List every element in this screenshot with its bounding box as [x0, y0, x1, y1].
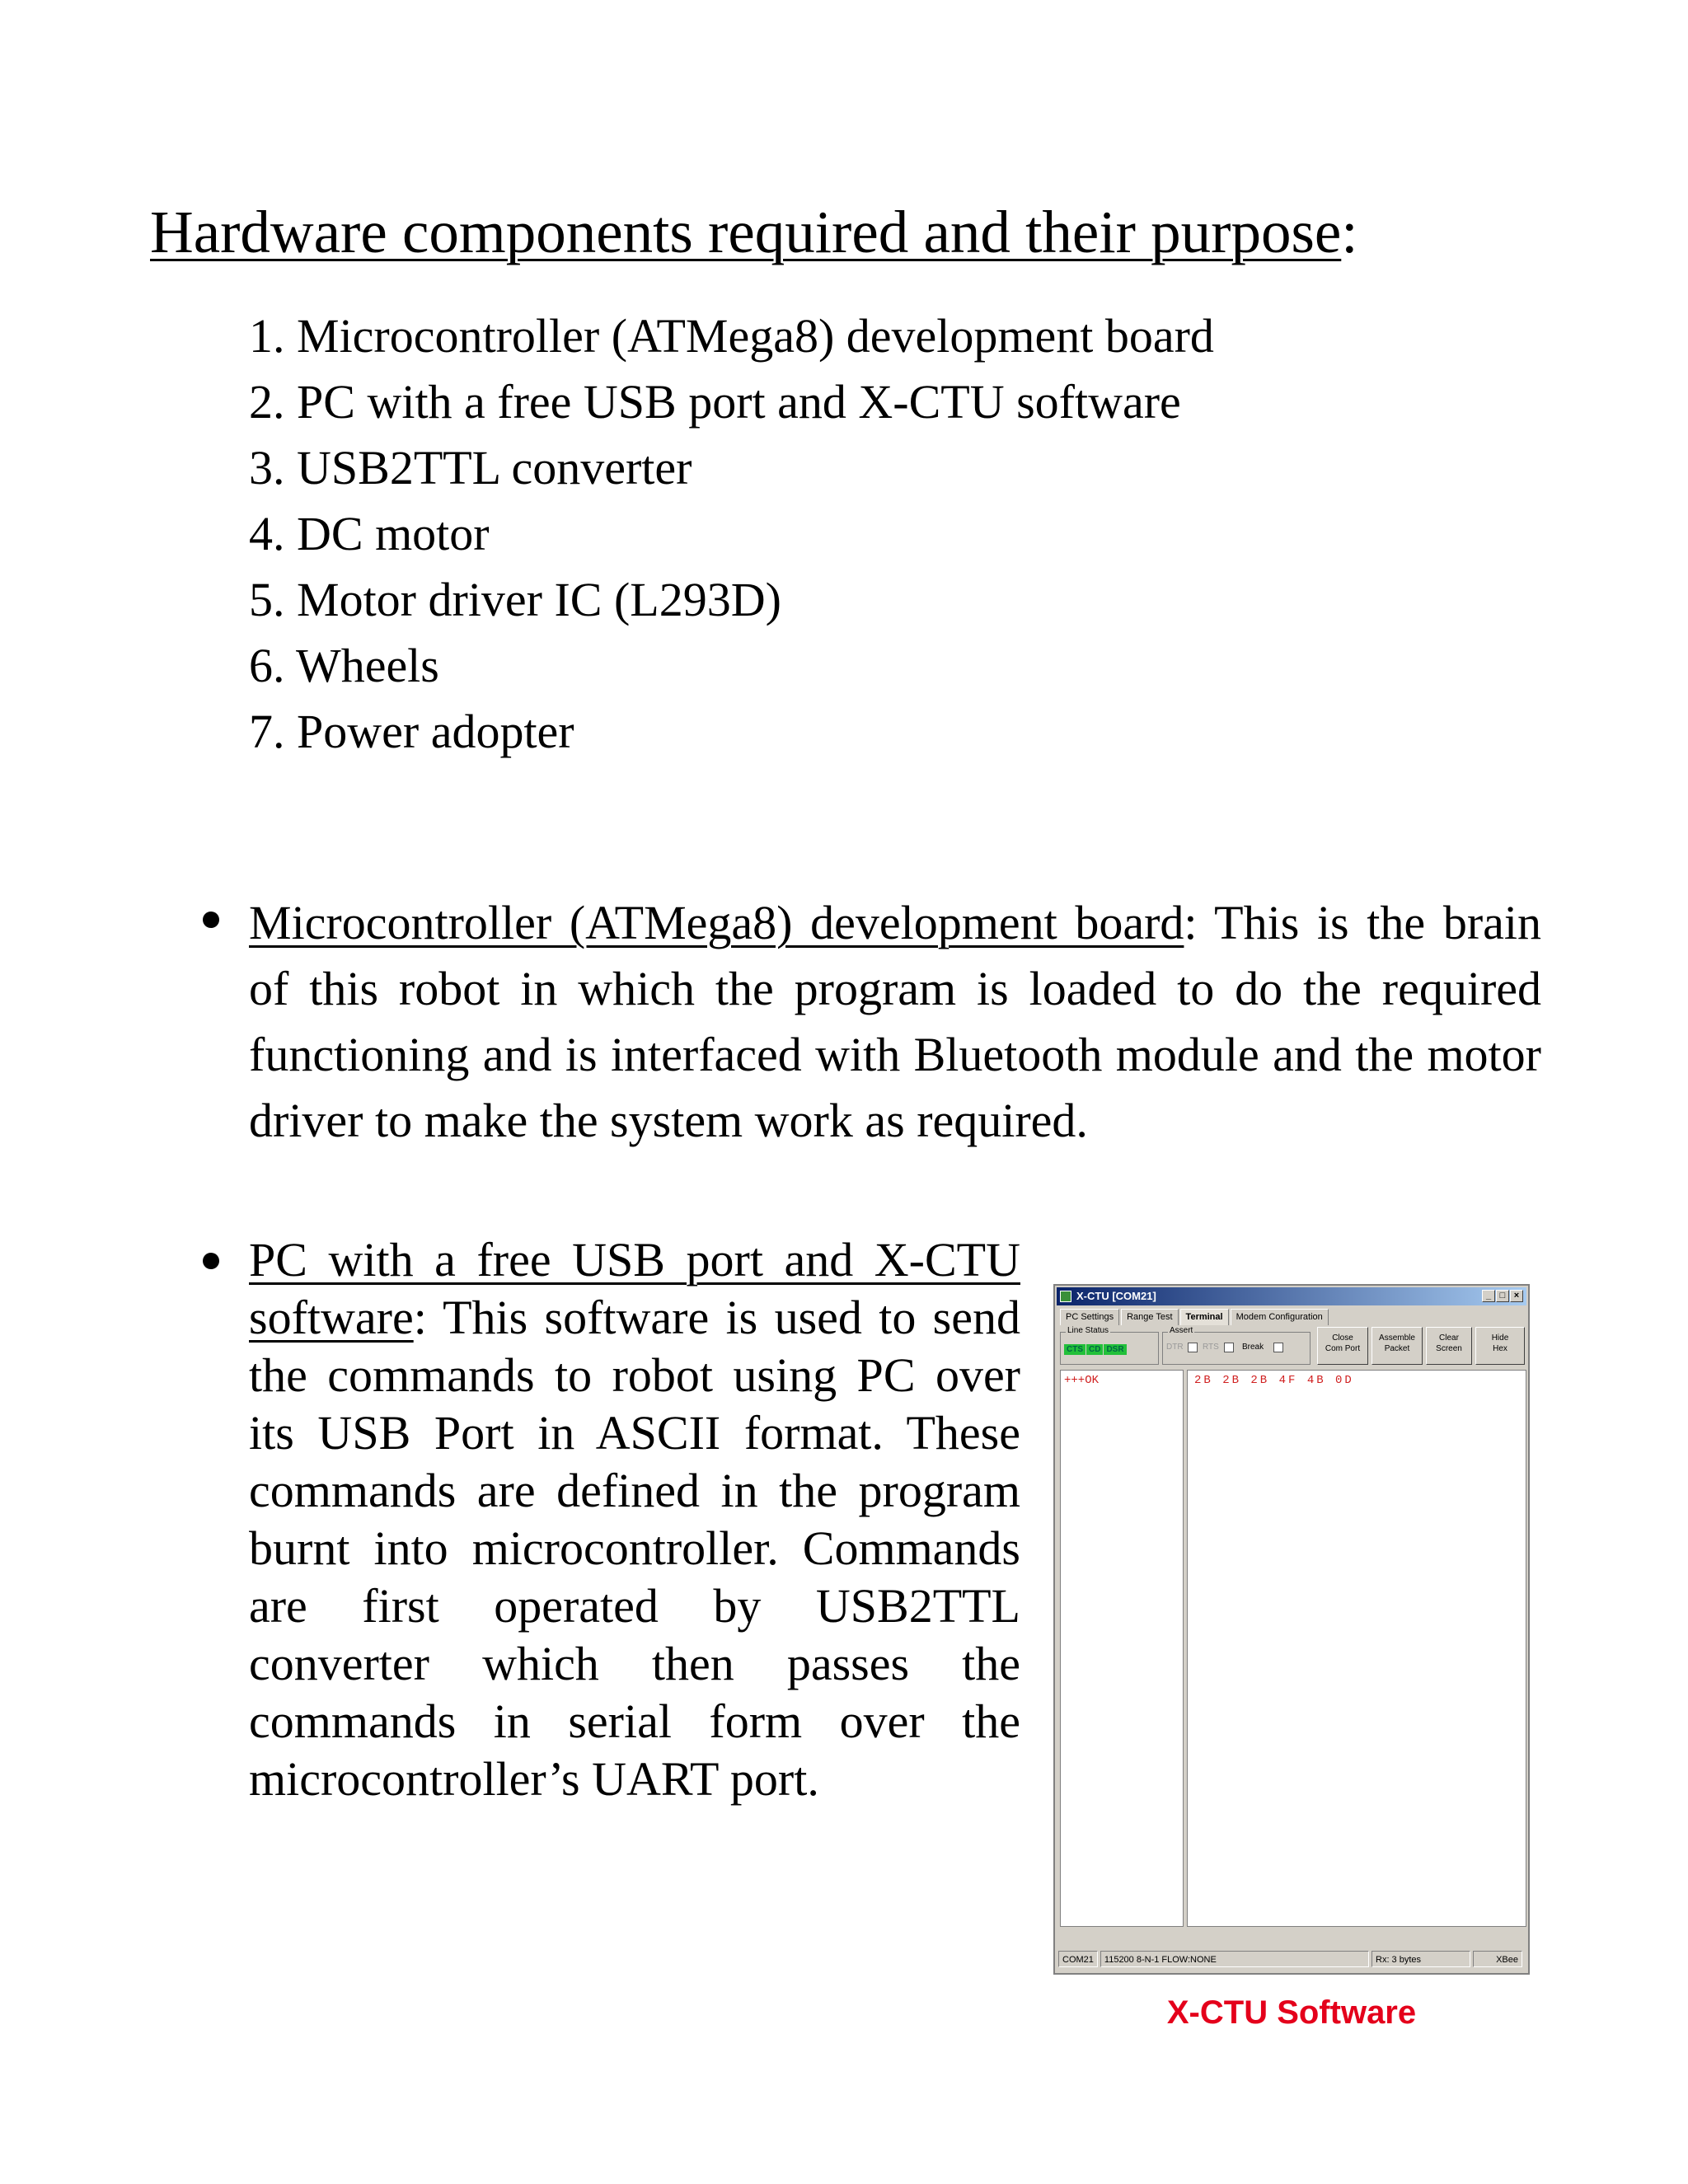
list-item: 1. Microcontroller (ATMega8) development board — [249, 309, 1214, 363]
break-label: Break — [1242, 1343, 1264, 1352]
hex-text: 2B 2B 2B 4F 4B 0D — [1194, 1374, 1354, 1387]
close-icon[interactable]: × — [1510, 1290, 1523, 1302]
tab-modem-configuration[interactable]: Modem Configuration — [1231, 1309, 1329, 1325]
clear-screen-button[interactable] — [1426, 1327, 1472, 1365]
bullet-paragraph-microcontroller — [249, 890, 1541, 1154]
bullet-title: PC with a free USB port and X-CTU software — [249, 1233, 1020, 1344]
tab-range-test[interactable]: Range Test — [1121, 1309, 1178, 1325]
status-settings: 115200 8-N-1 FLOW:NONE — [1100, 1951, 1369, 1967]
hide-hex-button[interactable] — [1475, 1327, 1525, 1365]
assemble-packet-button[interactable] — [1372, 1327, 1423, 1365]
dsr-indicator: DSR — [1104, 1344, 1126, 1355]
cd-indicator: CD — [1086, 1344, 1103, 1355]
status-port: COM21 — [1058, 1951, 1098, 1967]
line-status-group — [1060, 1326, 1159, 1365]
minimize-icon[interactable]: _ — [1482, 1290, 1495, 1302]
heading-colon: : — [1341, 199, 1358, 265]
list-item: 2. PC with a free USB port and X-CTU software — [249, 375, 1181, 429]
dtr-checkbox[interactable] — [1188, 1343, 1198, 1352]
button-line: Close — [1332, 1333, 1353, 1343]
button-line: Screen — [1436, 1344, 1462, 1353]
line-status-label: Line Status — [1067, 1326, 1109, 1335]
button-line: Com Port — [1325, 1344, 1361, 1353]
app-icon — [1060, 1291, 1071, 1302]
list-item: 6. Wheels — [249, 639, 439, 692]
bullet-icon — [203, 912, 219, 928]
rts-label: RTS — [1203, 1343, 1219, 1352]
list-item: 7. Power adopter — [249, 705, 574, 758]
button-line: Hex — [1493, 1344, 1507, 1353]
status-brand: XBee — [1473, 1951, 1522, 1967]
xctu-statusbar — [1058, 1948, 1525, 1970]
assert-group — [1162, 1326, 1311, 1365]
xctu-screenshot — [1053, 1284, 1530, 1975]
close-com-port-button[interactable] — [1317, 1327, 1368, 1365]
bullet-body: : This software is used to send the commands to robot using PC over its USB Port in ASCII format. These commands are defined in the program burnt into microcontroller. Commands are first operated by USB2TTL converter which then passes the commands in serial form over the microcontroller’s UART port. — [249, 1291, 1020, 1806]
terminal-text: +++OK — [1064, 1374, 1100, 1387]
xctu-titlebar — [1057, 1287, 1526, 1305]
components-list — [249, 303, 1214, 765]
list-item: 4. DC motor — [249, 507, 490, 560]
bullet-title: Microcontroller (ATMega8) development board — [249, 896, 1184, 949]
status-rx: Rx: 3 bytes — [1372, 1951, 1470, 1967]
figure-caption: X-CTU Software — [1166, 1994, 1417, 2031]
rts-checkbox[interactable] — [1224, 1343, 1234, 1352]
button-line: Assemble — [1379, 1333, 1415, 1343]
bullet-icon — [203, 1253, 219, 1269]
page-heading — [150, 196, 1358, 269]
terminal-hex-pane[interactable] — [1187, 1370, 1526, 1927]
button-line: Hide — [1491, 1333, 1509, 1343]
assert-label: Assert — [1170, 1326, 1193, 1335]
bullet-paragraph-pc-xctu — [249, 1231, 1020, 1808]
bullet-body: : This is the brain of this robot in which the program is loaded to do the required functioning and is interfaced with Bluetooth module and the motor driver to make the system work as required. — [249, 896, 1541, 1147]
cts-indicator: CTS — [1064, 1344, 1085, 1355]
break-checkbox[interactable] — [1273, 1343, 1283, 1352]
tab-pc-settings[interactable]: PC Settings — [1060, 1309, 1119, 1325]
button-line: Clear — [1439, 1333, 1459, 1343]
heading-text: Hardware components required and their purpose — [150, 199, 1342, 265]
list-item: 3. USB2TTL converter — [249, 441, 692, 494]
xctu-window-title: X-CTU [COM21] — [1076, 1290, 1156, 1302]
tab-terminal[interactable]: Terminal — [1180, 1309, 1229, 1325]
button-line: Packet — [1384, 1344, 1410, 1353]
terminal-ascii-pane[interactable] — [1060, 1370, 1184, 1927]
dtr-label: DTR — [1166, 1343, 1184, 1352]
list-item: 5. Motor driver IC (L293D) — [249, 573, 781, 626]
maximize-icon[interactable]: □ — [1496, 1290, 1509, 1302]
xctu-tabs — [1060, 1309, 1330, 1325]
